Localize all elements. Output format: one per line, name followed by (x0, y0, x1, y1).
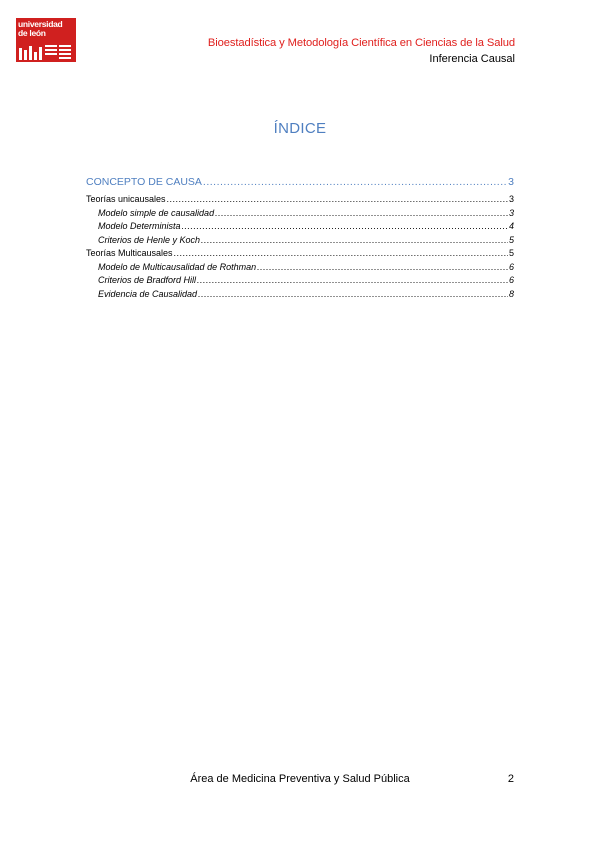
toc-entry[interactable] (86, 275, 514, 289)
university-logo (16, 18, 76, 62)
toc-entry-page: 3 (508, 194, 514, 204)
toc-entry-label: Criterios de Bradford Hill (98, 275, 197, 285)
toc-entry-label: Criterios de Henle y Koch (98, 234, 201, 245)
toc-entry-label: Teorías unicausales (86, 194, 166, 204)
toc-leader (201, 235, 508, 245)
page-title: ÍNDICE (273, 120, 327, 137)
toc-entry-label: Teorías Multicausales (86, 248, 173, 258)
toc-leader (174, 248, 508, 258)
table-of-contents (86, 176, 514, 302)
toc-entry[interactable] (86, 289, 514, 303)
toc-entry-page: 8 (508, 288, 514, 299)
toc-entry-label: Modelo Determinista (98, 221, 181, 231)
toc-entry[interactable] (86, 248, 514, 262)
toc-entry-page: 6 (508, 261, 514, 272)
toc-leader (203, 176, 507, 188)
toc-entry[interactable] (86, 176, 514, 194)
toc-entry-label: Modelo de Multicausalidad de Rothman (98, 261, 257, 272)
header-course-title: Bioestadística y Metodología Científica en Ciencias de la Salud (207, 37, 515, 49)
toc-leader (182, 221, 508, 231)
toc-entry-label: Modelo simple de causalidad (98, 207, 215, 218)
toc-entry-page: 5 (508, 248, 514, 258)
toc-leader (257, 262, 508, 272)
logo-line-2: de león (18, 27, 46, 38)
footer-page-number: 2 (507, 773, 514, 785)
footer-department: Área de Medicina Preventiva y Salud Pública (190, 773, 410, 785)
toc-leader (197, 275, 508, 285)
toc-entry[interactable] (86, 221, 514, 235)
toc-entry-page: 4 (508, 221, 514, 231)
toc-entry[interactable] (86, 194, 514, 208)
toc-entry-page: 5 (508, 234, 514, 245)
toc-leader (198, 289, 508, 299)
header-subtitle: Inferencia Causal (429, 53, 515, 65)
toc-entry-label: Evidencia de Causalidad (98, 288, 198, 299)
toc-entry-page: 3 (508, 207, 514, 218)
toc-entry[interactable] (86, 262, 514, 276)
logo-line-1: universidad (18, 19, 63, 29)
toc-entry[interactable] (86, 208, 514, 222)
toc-leader (167, 194, 508, 204)
toc-leader (215, 208, 508, 218)
toc-entry-page: 6 (508, 275, 514, 285)
logo-emblem-icon (19, 44, 73, 60)
toc-entry-label: CONCEPTO DE CAUSA (86, 176, 202, 188)
toc-entry[interactable] (86, 235, 514, 249)
logo-text (18, 20, 62, 37)
toc-entry-page: 3 (508, 176, 514, 188)
